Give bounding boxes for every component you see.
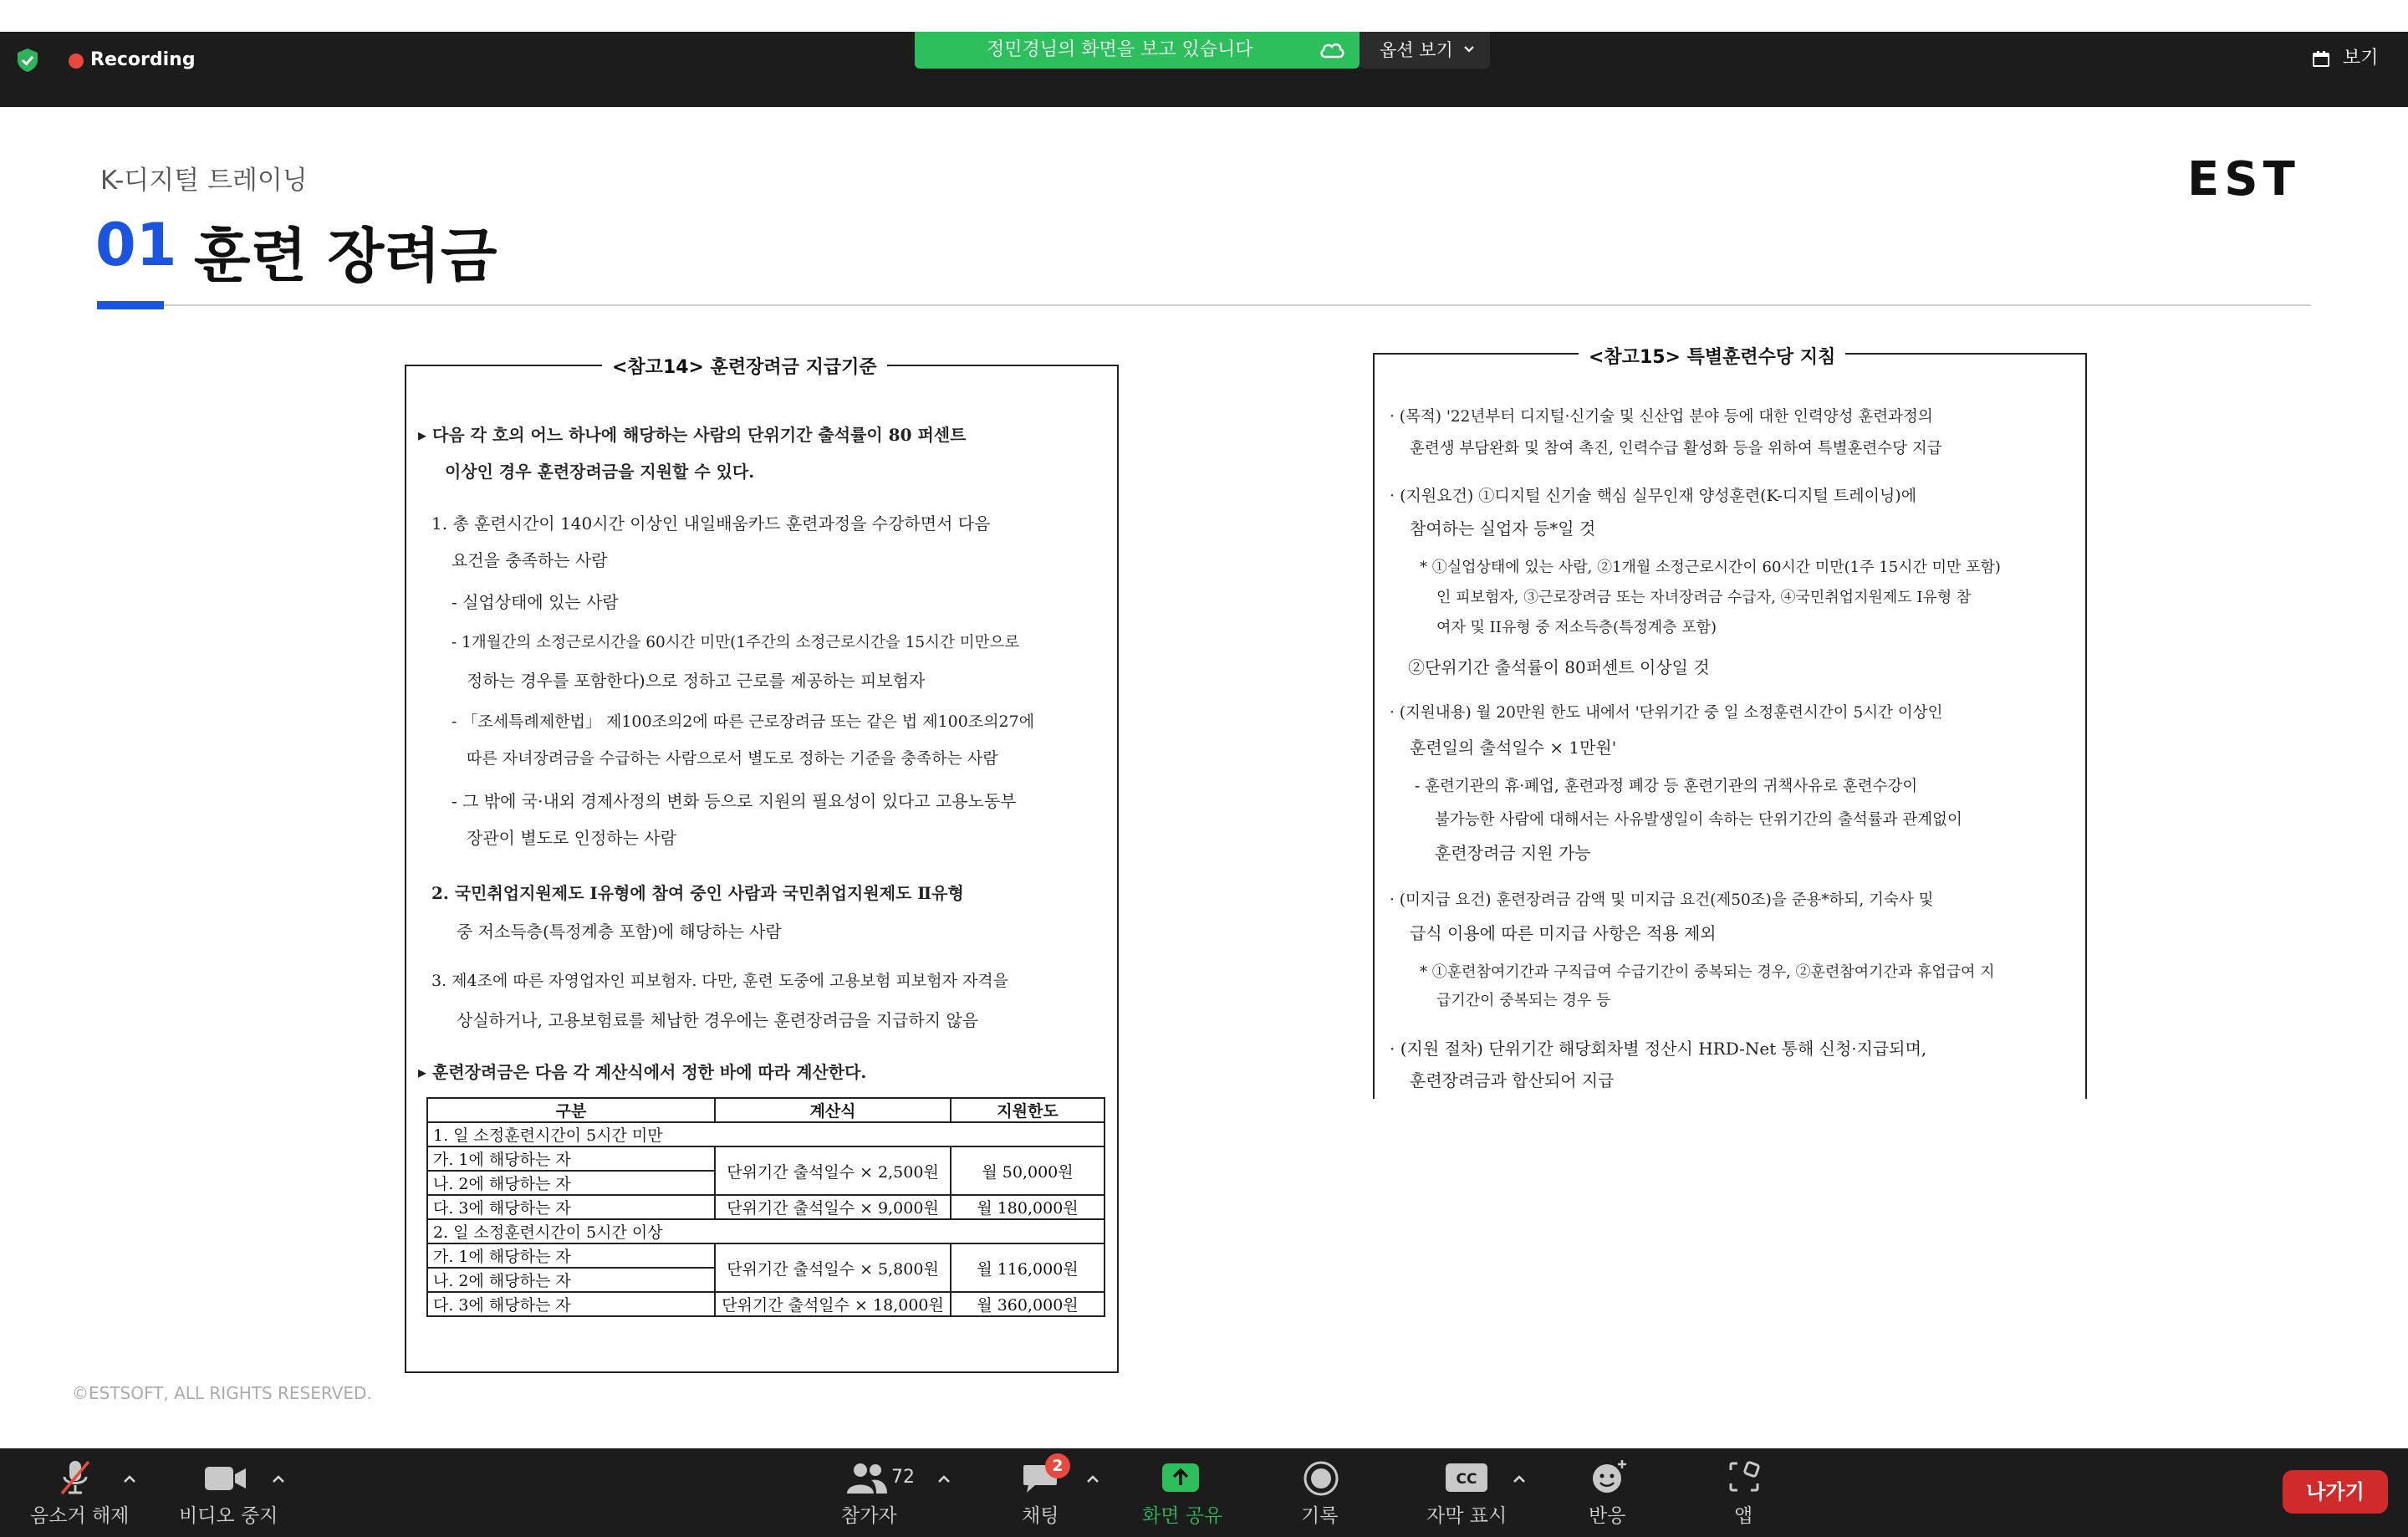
table-header: 지원한도	[951, 1098, 1105, 1122]
table-cell: 월 50,000원	[951, 1146, 1105, 1195]
cloud-icon[interactable]	[1318, 40, 1346, 60]
share-screen-icon[interactable]	[1161, 1462, 1201, 1494]
reference-15-document	[1373, 353, 2087, 1099]
doc-line: 훈련장려금과 합산되어 지급	[1410, 1070, 1615, 1090]
doc-line: 급기간이 중복되는 경우 등	[1436, 992, 1611, 1009]
reference-15-title: <참고15> 특별훈련수당 지침	[1579, 343, 1845, 369]
table-header: 구분	[427, 1098, 715, 1122]
captions-icon-text: CC	[1456, 1471, 1477, 1488]
record-icon[interactable]	[1303, 1460, 1339, 1497]
doc-line: 참여하는 실업자 등*일 것	[1410, 518, 1596, 539]
doc-line: · (미지급 요건) 훈련장려금 감액 및 미지급 요건(제50조)을 준용*하되, 기숙사 및	[1390, 891, 1934, 909]
doc-line: * ①실업상태에 있는 사람, ②1개월 소정근로시간이 60시간 미만(1주 15시간 미만 포함)	[1420, 559, 2001, 576]
doc-line: 3. 제4조에 따른 자영업자인 피보험자. 다만, 훈련 도중에 고용보험 피보험자 자격을	[431, 972, 1009, 990]
table-cell: 월 180,000원	[951, 1195, 1105, 1219]
doc-line: - 훈련기관의 휴·폐업, 훈련과정 폐강 등 훈련기관의 귀책사유로 훈련수강이	[1415, 778, 1918, 795]
window-top-strip	[0, 0, 2408, 32]
doc-line: - 「조세특례제한법」 제100조의2에 따른 근로장려금 또는 같은 법 제100조의27에	[452, 712, 1035, 731]
doc-line: 요건을 충족하는 사람	[452, 550, 608, 570]
table-row	[427, 1243, 1105, 1268]
table-group-label: 2. 일 소정훈련시간이 5시간 이상	[427, 1219, 1105, 1243]
doc-line: 급식 이용에 따른 미지급 사항은 적용 제외	[1410, 923, 1717, 943]
doc-line: 중 저소득층(특정계층 포함)에 해당하는 사람	[457, 922, 782, 942]
doc-line: - 실업상태에 있는 사람	[452, 592, 619, 612]
participants-count: 72	[891, 1467, 915, 1488]
chevron-up-icon[interactable]	[936, 1473, 951, 1483]
table-cell: 단위기간 출석일수 × 18,000원	[715, 1292, 951, 1316]
leave-button-label[interactable]: 나가기	[2306, 1480, 2365, 1504]
table-group-label: 1. 일 소정훈련시간이 5시간 미만	[427, 1122, 1105, 1146]
apps-icon[interactable]	[1727, 1460, 1761, 1494]
doc-line: · (지원내용) 월 20만원 한도 내에서 '단위기간 중 일 소정훈련시간이 5시간 이상인	[1390, 704, 1943, 722]
doc-line: ▸ 다음 각 호의 어느 하나에 해당하는 사람의 단위기간 출석률이 80 퍼센트	[418, 425, 967, 445]
reactions-smiley-icon[interactable]	[1590, 1458, 1629, 1495]
chevron-down-icon[interactable]	[1462, 42, 1477, 57]
doc-line: · (지원 절차) 단위기간 해당회차별 정산시 HRD-Net 통해 신청·지급되며,	[1390, 1039, 1927, 1059]
share-screen-button-label[interactable]: 화면 공유	[1142, 1505, 1223, 1527]
doc-line: 2. 국민취업지원제도 Ⅰ유형에 참여 중인 사람과 국민취업지원제도 Ⅱ유형	[431, 883, 964, 903]
reference-14-title: <참고14> 훈련장려금 지급기준	[602, 353, 887, 379]
copyright-text: ©ESTSOFT, ALL RIGHTS RESERVED.	[72, 1383, 372, 1403]
chat-unread-badge: 2	[1045, 1453, 1070, 1478]
chevron-up-icon[interactable]	[1512, 1473, 1527, 1483]
doc-line: - 1개월간의 소정근로시간을 60시간 미만(1주간의 소정근로시간을 15시간 미만으로	[452, 634, 1020, 651]
participants-button-label[interactable]: 참가자	[841, 1505, 897, 1527]
table-cell: 단위기간 출석일수 × 9,000원	[715, 1195, 951, 1219]
mute-button-label[interactable]: 음소거 해제	[30, 1505, 130, 1527]
doc-line: · (지원요건) ①디지털 신기술 핵심 실무인재 양성훈련(K-디지털 트레이닝)에	[1390, 487, 1917, 505]
apps-button-label[interactable]: 앱	[1734, 1505, 1753, 1527]
est-logo: EST	[2187, 152, 2300, 207]
doc-line: 장관이 별도로 인정하는 사람	[467, 828, 676, 848]
table-cell: 다. 3에 해당하는 자	[427, 1292, 715, 1316]
stop-video-button-label[interactable]: 비디오 중지	[179, 1505, 278, 1527]
captions-button-label[interactable]: 자막 표시	[1426, 1505, 1508, 1527]
doc-line: 훈련생 부담완화 및 참여 촉진, 인력수급 활성화 등을 위하여 특별훈련수당 지급	[1410, 440, 1942, 457]
video-camera-icon[interactable]	[204, 1465, 247, 1492]
table-row	[427, 1292, 1105, 1316]
table-cell: 월 116,000원	[951, 1243, 1105, 1292]
title-divider	[97, 304, 2311, 306]
doc-line: ②단위기간 출석률이 80퍼센트 이상일 것	[1408, 657, 1710, 677]
doc-line: 이상인 경우 훈련장려금을 지원할 수 있다.	[445, 462, 755, 482]
reactions-button-label[interactable]: 반응	[1589, 1505, 1626, 1527]
doc-line: 정하는 경우를 포함한다)으로 정하고 근로를 제공하는 피보험자	[467, 671, 926, 691]
recording-dot-icon	[69, 54, 84, 69]
participants-icon[interactable]	[846, 1462, 888, 1495]
doc-line: 불가능한 사람에 대해서는 사유발생일이 속하는 단위기간의 출석률과 관계없이	[1435, 811, 1962, 829]
section-number: 01	[95, 211, 177, 279]
chevron-up-icon[interactable]	[271, 1473, 286, 1483]
table-row	[427, 1122, 1105, 1146]
table-row	[427, 1195, 1105, 1219]
chevron-up-icon[interactable]	[1085, 1473, 1100, 1483]
view-options-label[interactable]: 옵션 보기	[1380, 40, 1453, 60]
table-cell: 나. 2에 해당하는 자	[427, 1171, 715, 1195]
chat-button-label[interactable]: 채팅	[1022, 1505, 1059, 1527]
doc-line: * ①훈련참여기간과 구직급여 수급기간이 중복되는 경우, ②훈련참여기간과 휴업급여 지	[1420, 963, 1995, 981]
table-row	[427, 1219, 1105, 1243]
table-cell: 월 360,000원	[951, 1292, 1105, 1316]
view-button-label[interactable]: 보기	[2343, 48, 2379, 69]
table-cell: 나. 2에 해당하는 자	[427, 1268, 715, 1292]
table-row	[427, 1146, 1105, 1171]
doc-line: - 그 밖에 국·내외 경제사정의 변화 등으로 지원의 필요성이 있다고 고용노동부	[452, 791, 1017, 811]
doc-line: 훈련일의 출석일수 × 1만원'	[1410, 738, 1617, 758]
microphone-muted-icon[interactable]	[57, 1458, 94, 1497]
slide-subtitle: K-디지털 트레이닝	[100, 166, 308, 196]
shield-check-icon[interactable]	[15, 47, 40, 74]
table-cell: 단위기간 출석일수 × 5,800원	[715, 1243, 951, 1292]
doc-line: 훈련장려금 지원 가능	[1435, 843, 1591, 863]
doc-line: 따른 자녀장려금을 수급하는 사람으로서 별도로 정하는 기준을 충족하는 사람	[467, 749, 998, 768]
table-header-row	[427, 1098, 1105, 1122]
doc-line: 인 피보험자, ③근로장려금 또는 자녀장려금 수급자, ④국민취업지원제도 I유형 참	[1436, 589, 1972, 606]
doc-line: · (목적) '22년부터 디지털·신기술 및 신산업 분야 등에 대한 인력양성 훈련과정의	[1390, 408, 1933, 426]
doc-line: 1. 총 훈련시간이 140시간 이상인 내일배움카드 훈련과정을 수강하면서 다음	[431, 513, 991, 534]
table-cell: 가. 1에 해당하는 자	[427, 1146, 715, 1171]
table-header: 계산식	[715, 1098, 951, 1122]
view-grid-icon[interactable]	[2311, 50, 2331, 69]
table-cell: 다. 3에 해당하는 자	[427, 1195, 715, 1219]
recording-label[interactable]: Recording	[90, 49, 196, 70]
doc-line: 여자 및 II유형 중 저소득층(특정계층 포함)	[1436, 619, 1717, 636]
closed-captions-icon[interactable]	[1445, 1462, 1488, 1494]
section-title: 훈련 장려금	[194, 222, 497, 290]
table-cell: 가. 1에 해당하는 자	[427, 1243, 715, 1268]
doc-line: ▸ 훈련장려금은 다음 각 계산식에서 정한 바에 따라 계산한다.	[418, 1062, 867, 1082]
record-button-label[interactable]: 기록	[1301, 1505, 1339, 1527]
screen-share-banner-text: 정민경님의 화면을 보고 있습니다	[987, 39, 1253, 60]
doc-line: 상실하거나, 고용보험료를 체납한 경우에는 훈련장려금을 지급하지 않음	[457, 1010, 979, 1030]
calculation-table	[426, 1097, 1105, 1317]
title-accent-bar	[97, 301, 164, 309]
table-cell: 단위기간 출석일수 × 2,500원	[715, 1146, 951, 1195]
chevron-up-icon[interactable]	[122, 1473, 137, 1483]
